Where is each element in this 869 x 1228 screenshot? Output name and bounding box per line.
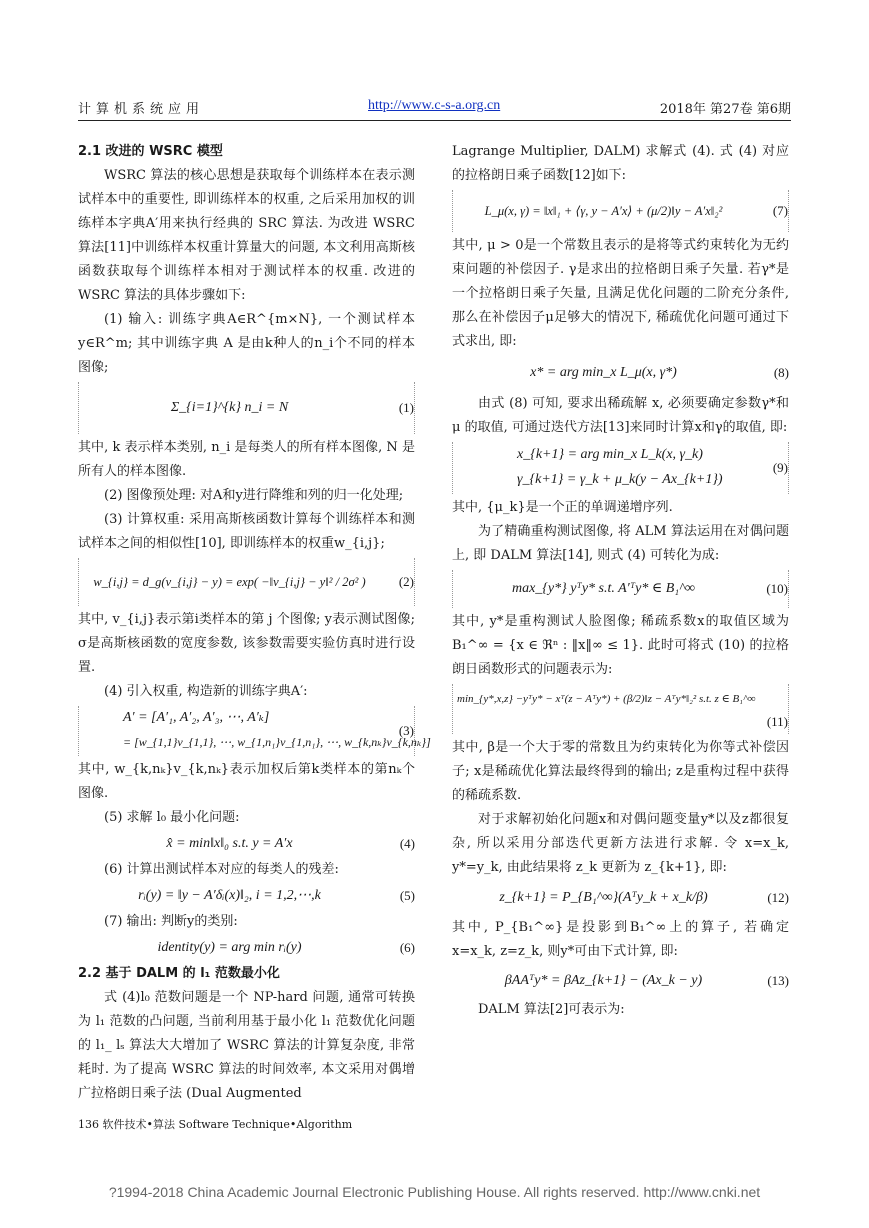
equation-12	[452, 882, 789, 914]
equation-number: (12)	[767, 890, 789, 905]
equation-number: (13)	[767, 973, 789, 988]
equation-body: L_μ(x, γ) = ‖x‖₁ + ⟨γ, y − A′x⟩ + (μ/2)‖y − A′x‖₂²	[484, 204, 723, 218]
equation-number: (6)	[399, 940, 415, 955]
equation-number: (11)	[766, 714, 788, 729]
equation-6	[78, 936, 415, 960]
right-column	[452, 140, 789, 1022]
equation-number: (7)	[772, 203, 788, 218]
equation-10	[452, 570, 789, 608]
paragraph: 其中, w_{k,nₖ}v_{k,nₖ}表示加权后第k类样本的第nₖ个图像.	[78, 762, 415, 801]
paragraph: (2) 图像预处理: 对A和y进行降维和列的归一化处理;	[104, 488, 404, 503]
equation-body-line-2: γ_{k+1} = γ_k + μ_k(y − Ax_{k+1})	[517, 472, 723, 487]
paragraph: (3) 计算权重: 采用高斯核函数计算每个训练样本和测试样本之间的相似性[10], 即训练样本的权重w_{i,j};	[78, 512, 415, 551]
paragraph: 由式 (8) 可知, 要求出稀疏解 x, 必须要确定参数γ*和 μ 的取值, 可通过迭代方法[13]来同时计算x和γ的取值, 即:	[452, 396, 789, 435]
equation-body: Σ_{i=1}^{k} n_i = N	[170, 400, 289, 415]
page-footer: 136 软件技术•算法 Software Technique•Algorithm	[78, 1118, 353, 1131]
equation-body-line-1: A′ = [A′₁, A′₂, A′₃, ⋯, A′ₖ]	[123, 710, 270, 725]
paragraph: (4) 引入权重, 构造新的训练字典A′:	[104, 684, 308, 699]
equation-number: (4)	[399, 836, 415, 851]
paragraph: Lagrange Multiplier, DALM) 求解式 (4). 式 (4) 对应的拉格朗日乘子函数[12]如下:	[452, 144, 789, 183]
paragraph: (7) 输出: 判断y的类别:	[104, 914, 238, 929]
paragraph: (5) 求解 l₀ 最小化问题:	[104, 810, 240, 825]
equation-body: z_{k+1} = P_{B₁^∞}(Aᵀy_k + x_k/β)	[499, 890, 708, 905]
equation-body: identity(y) = arg min rᵢ(y)	[157, 940, 302, 955]
paragraph: 为了精确重构测试图像, 将 ALM 算法运用在对偶问题上, 即 DALM 算法[14], 则式 (4) 可转化为成:	[452, 524, 789, 563]
equation-13	[452, 966, 789, 996]
equation-7	[452, 190, 789, 232]
equation-body-line-2: = [w_{1,1}v_{1,1}, ⋯, w_{1,n₁}v_{1,n₁}, ⋯, w_{k,nₖ}v_{k,nₖ}]	[123, 735, 431, 749]
equation-9	[452, 442, 789, 494]
paragraph: (6) 计算出测试样本对应的每类人的残差:	[104, 862, 339, 877]
equation-number: (1)	[398, 400, 414, 415]
equation-number: (5)	[399, 888, 415, 903]
equation-number: (2)	[398, 574, 414, 589]
equation-5	[78, 884, 415, 908]
equation-body: min_{y*,x,z} −yᵀy* − xᵀ(z − Aᵀy*) + (β/2)‖z − Aᵀy*‖₂² s.t. z ∈ B₁^∞	[457, 693, 756, 705]
section-heading-2-1: 2.1 改进的 WSRC 模型	[78, 144, 223, 159]
paragraph: 其中, v_{i,j}表示第i类样本的第 j 个图像; y表示测试图像; σ是高斯核函数的宽度参数, 该参数需要实验仿真时进行设置.	[78, 612, 415, 675]
equation-number: (10)	[766, 581, 788, 596]
copyright-line: ?1994-2018 China Academic Journal Electronic Publishing House. All rights reserved. http://www.cnki.net	[108, 1184, 761, 1200]
equation-11	[452, 684, 789, 734]
paragraph: 其中, k 表示样本类别, n_i 是每类人的所有样本图像, N 是所有人的样本图像.	[78, 440, 415, 479]
paragraph: WSRC 算法的核心思想是获取每个训练样本在表示测试样本中的重要性, 即训练样本的权重, 之后采用加权的训练样本字典A′用来执行经典的 SRC 算法. 为改进 WSRC 算法[11]中训练样本权重计算量大的问题, 本文利用高斯核函数获取每个训练样本相对于测试样本的权重. 改进的 WSRC 算法的具体步骤如下:	[78, 168, 415, 303]
equation-body: x* = arg min_x L_μ(x, γ*)	[530, 365, 677, 380]
left-column	[78, 140, 431, 1106]
paragraph: 其中, P_{B₁^∞}是投影到B₁^∞上的算子, 若确定 x=x_k, z=z_k, 则y*可由下式计算, 即:	[452, 920, 789, 959]
paragraph: 其中, {μ_k}是一个正的单调递增序列.	[452, 500, 673, 515]
section-heading-2-2: 2.2 基于 DALM 的 l₁ 范数最小化	[78, 966, 280, 981]
equation-body: max_{y*} yᵀy* s.t. A′ᵀy* ∈ B₁^∞	[511, 581, 696, 596]
equation-3	[78, 706, 431, 756]
paragraph: 其中, y*是重构测试人脸图像; 稀疏系数x的取值区域为B₁^∞ = {x ∈ ℜⁿ : ‖x‖∞ ≤ 1}. 此时可将式 (10) 的拉格朗日函数形式的问题表示为:	[452, 614, 789, 677]
paragraph: (1) 输入: 训练字典A∈R^{m×N}, 一个测试样本y∈R^m; 其中训练字典 A 是由k种人的n_i个不同的样本图像;	[78, 312, 415, 375]
running-header	[78, 94, 791, 121]
equation-body: βAAᵀy* = βAz_{k+1} − (Ax_k − y)	[504, 973, 703, 988]
paragraph: DALM 算法[2]可表示为:	[478, 1002, 625, 1017]
paragraph: 其中, β是一个大于零的常数且为约束转化为你等式补偿因子; x是稀疏优化算法最终得到的输出; z是重构过程中获得的稀疏系数.	[452, 740, 789, 803]
issue-info: 2018年 第27卷 第6期	[659, 102, 791, 117]
paragraph: 对于求解初始化问题x和对偶问题变量y*以及z都很复杂, 所以采用分部迭代更新方法进行求解. 令 x=x_k, y*=y_k, 由此结果将 z_k 更新为 z_{k+1}, 即:	[452, 812, 789, 875]
equation-4	[78, 832, 415, 856]
journal-url-link[interactable]: http://www.c-s-a.org.cn	[368, 98, 501, 113]
equation-8	[452, 356, 789, 390]
equation-body: x̂ = min‖x‖₀ s.t. y = A′x	[166, 836, 293, 851]
equation-number: (8)	[773, 365, 789, 380]
paragraph: 其中, μ > 0是一个常数且表示的是将等式约束转化为无约束问题的补偿因子. γ是求出的拉格朗日乘子矢量. 若γ*是一个拉格朗日乘子矢量, 且满足优化问题的二阶充分条件, 那么在补偿因子μ足够大的情况下, 稀疏优化问题可通过下式求出, 即:	[452, 238, 789, 349]
equation-body: w_{i,j} = d_g(v_{i,j} − y) = exp( −‖v_{i,j} − y‖² / 2σ² )	[93, 575, 366, 589]
equation-number: (3)	[398, 723, 414, 738]
equation-body-line-1: x_{k+1} = arg min_x L_k(x, γ_k)	[517, 447, 703, 462]
equation-number: (9)	[772, 460, 788, 475]
equation-1	[78, 382, 415, 434]
equation-body: rᵢ(y) = ‖y − A′δᵢ(x)‖₂, i = 1,2,⋯,k	[138, 888, 321, 903]
journal-name: 计算机系统应用	[78, 102, 205, 117]
equation-2	[78, 558, 415, 606]
paragraph: 式 (4)l₀ 范数问题是一个 NP-hard 问题, 通常可转换为 l₁ 范数的凸问题, 当前利用基于最小化 l₁ 范数优化问题的 l₁_ lₛ 算法大大增加了 WSRC 算法的计算复杂度, 非常耗时. 为了提高 WSRC 算法的时间效率, 本文采用对偶增广拉格朗日乘子法 (Dual Augmented	[78, 990, 415, 1101]
